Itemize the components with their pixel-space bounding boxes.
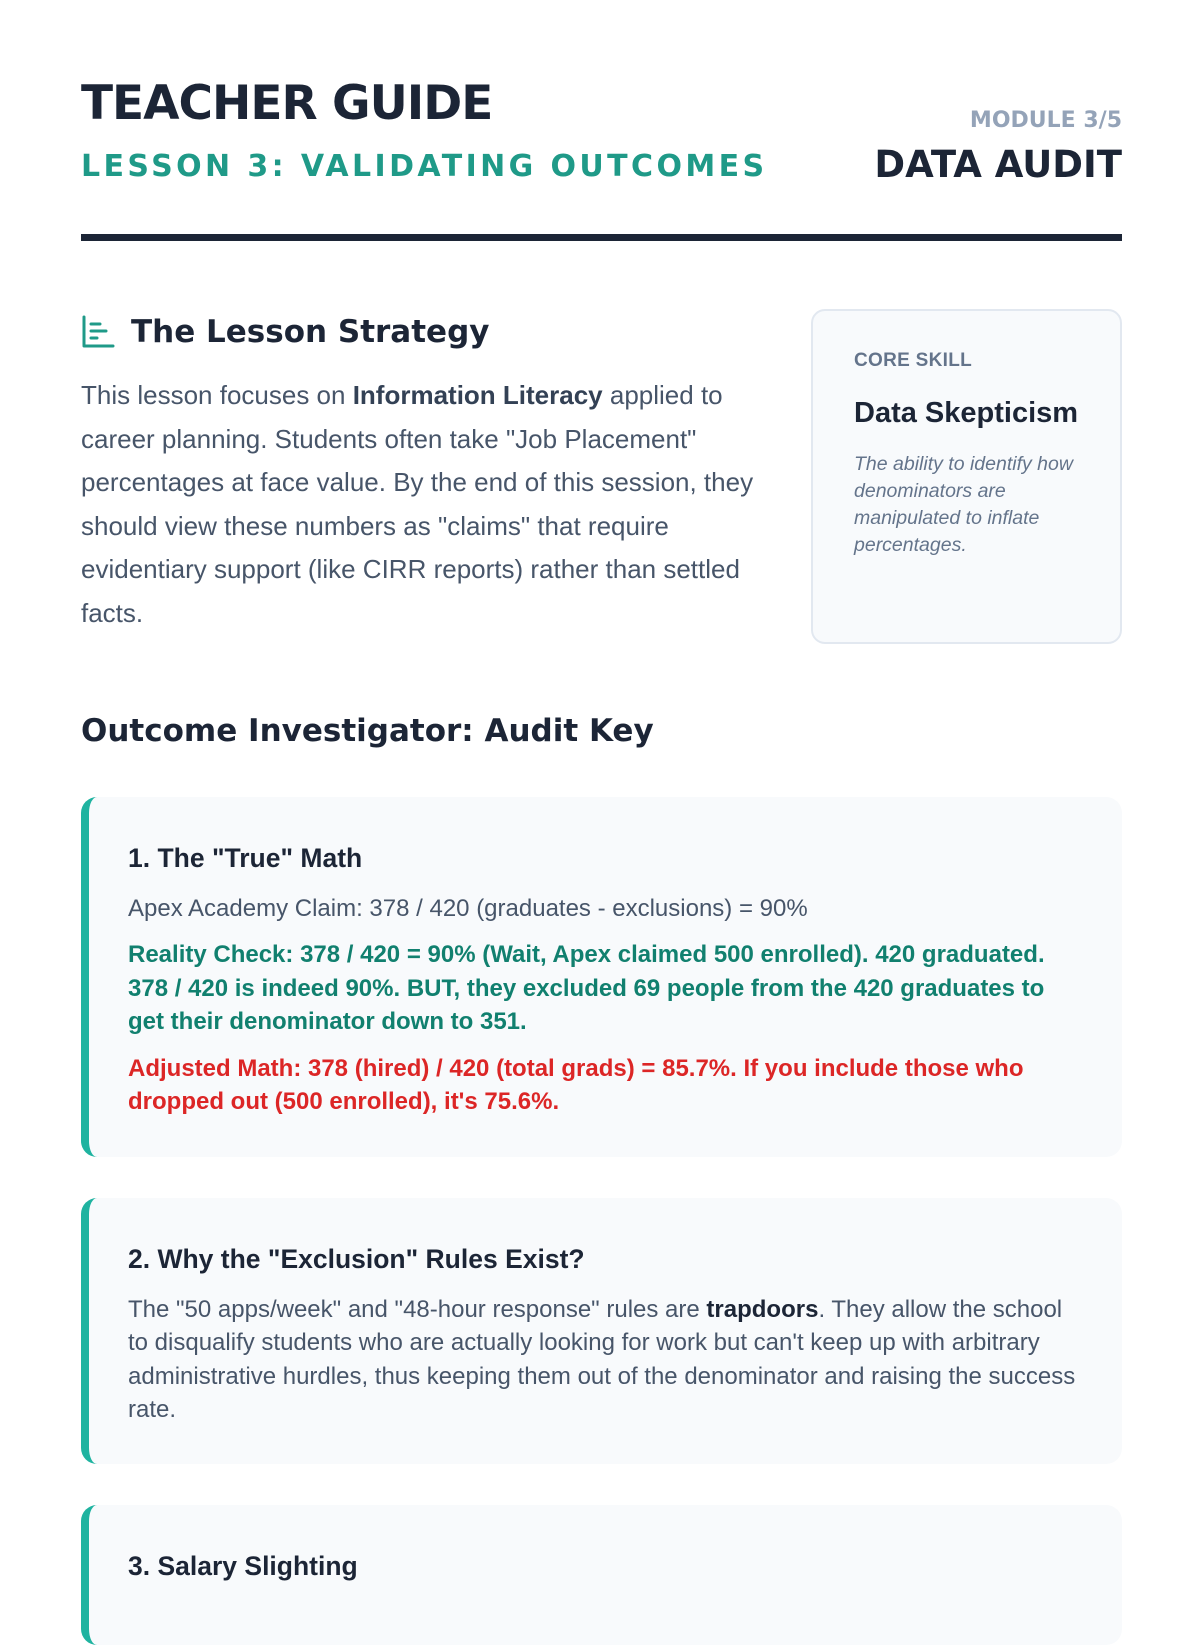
exclusion-explanation xyxy=(128,1293,1082,1427)
module-name: DATA AUDIT xyxy=(874,143,1122,186)
audit-item-true-math xyxy=(81,797,1122,1157)
strategy-heading-row xyxy=(81,308,761,356)
core-skill-name: Data Skepticism xyxy=(854,397,1079,429)
lesson-strategy-section xyxy=(81,308,761,661)
strategy-text-end: applied to career planning. Students often take "Job Placement" percentages at face value. By the end of this session, they should view these numbers as "claims" that require evidentiary support (like CIRR reports) rather than settled facts. xyxy=(81,380,754,628)
audit-key-heading: Outcome Investigator: Audit Key xyxy=(81,713,654,749)
guide-header xyxy=(81,0,1122,240)
teacher-guide-page xyxy=(81,0,1122,1581)
core-skill-card xyxy=(811,309,1122,644)
exclusion-text-end: . They allow the school to disqualify students who are actually looking for work but can't keep up with arbitrary administrative hurdles, thus keeping them out of the denominator and raising the success rate. xyxy=(128,1295,1076,1423)
header-divider xyxy=(81,234,1122,241)
page-title: TEACHER GUIDE xyxy=(81,76,493,131)
module-progress: MODULE 3/5 xyxy=(969,108,1122,133)
bar-chart-icon xyxy=(81,315,115,349)
audit-item-title: 3. Salary Slighting xyxy=(128,1551,358,1581)
reality-check-text: Reality Check: 378 / 420 = 90% (Wait, Apex claimed 500 enrolled). 420 graduated. 378 / 420 is indeed 90%. BUT, they excluded 69 people from the 420 graduates to get their denominator down to 351. xyxy=(128,941,1045,1035)
exclusion-emphasis: trapdoors xyxy=(706,1295,819,1323)
strategy-text-start: This lesson focuses on xyxy=(81,380,353,410)
core-skill-label: CORE SKILL xyxy=(854,350,973,371)
strategy-heading: The Lesson Strategy xyxy=(131,314,490,350)
lesson-subtitle: LESSON 3: VALIDATING OUTCOMES xyxy=(81,149,768,184)
audit-item-exclusion-rules xyxy=(81,1198,1122,1464)
core-skill-description: The ability to identify how denominators are manipulated to inflate percentages. xyxy=(854,453,1073,556)
adjusted-math-text: Adjusted Math: 378 (hired) / 420 (total grads) = 85.7%. If you include those who dropped out (500 enrolled), it's 75.6%. xyxy=(128,1054,1024,1115)
strategy-paragraph xyxy=(81,374,761,635)
apex-claim-text: Apex Academy Claim: 378 / 420 (graduates - exclusions) = 90% xyxy=(128,894,808,922)
exclusion-text-start: The "50 apps/week" and "48-hour response" rules are xyxy=(128,1295,707,1323)
audit-item-salary-slighting xyxy=(81,1505,1122,1645)
strategy-emphasis: Information Literacy xyxy=(352,380,603,410)
audit-item-title: 2. Why the "Exclusion" Rules Exist? xyxy=(128,1244,585,1274)
audit-item-title: 1. The "True" Math xyxy=(128,843,363,873)
